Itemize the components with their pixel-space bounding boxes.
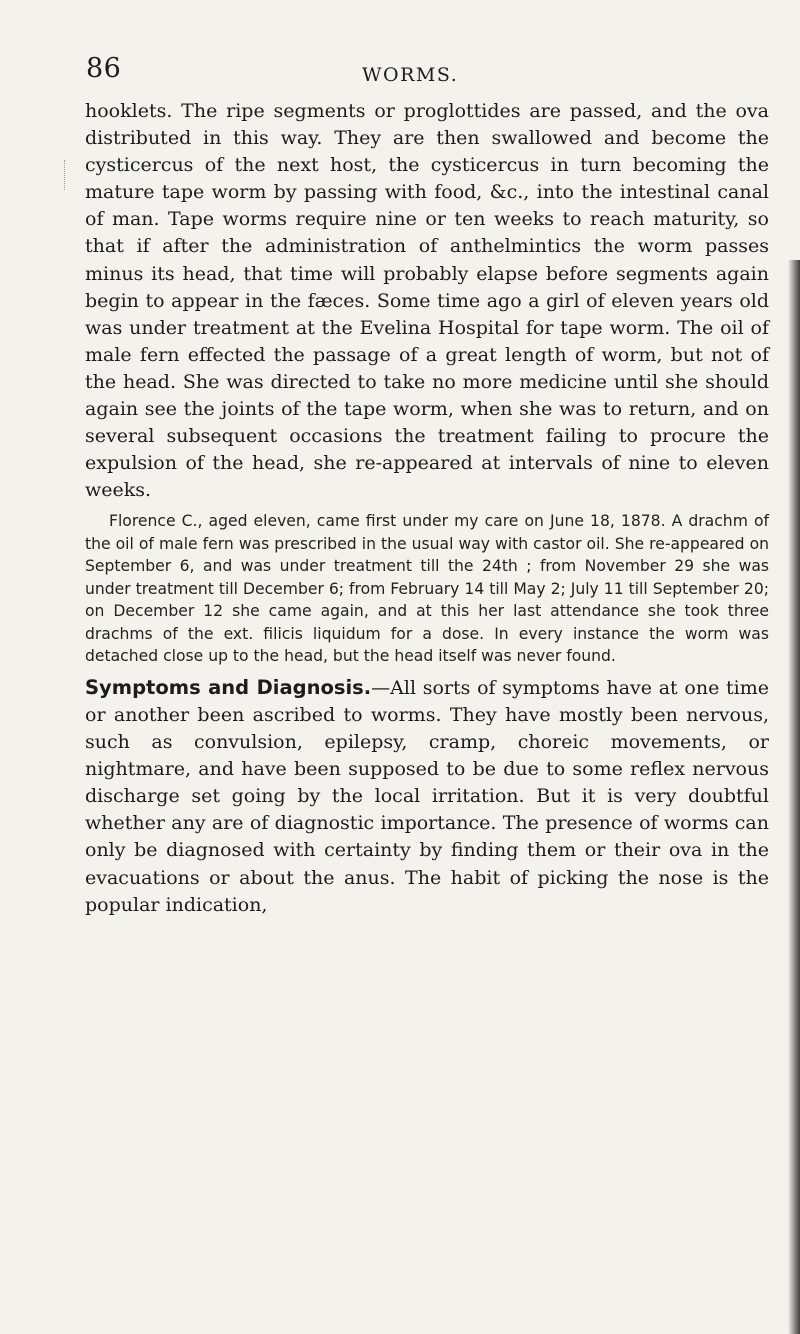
page-header — [0, 53, 800, 93]
page-edge-shadow — [788, 260, 800, 1334]
section-heading: Symptoms and Diagnosis. — [85, 675, 372, 699]
running-head: WORMS. — [362, 64, 459, 86]
case-note: Florence C., aged eleven, came first under my care on June 18, 1878. A drachm of the oil of male fern was prescribed in the usual way with castor oil. She re-appeared on September 6, and was under treatment till the 24th ; from November 29 she was under treatment till December 6; from February 14 till May 2; July 11 till September 20; on December 12 she came again, and at this her last attendance she took three drachms of the ext. filicis liquidum for a dose. In every instance the worm was detached close up to the head, but the head itself was never found. — [85, 512, 769, 666]
page-number: 86 — [86, 53, 122, 84]
body-paragraph: hooklets. The ripe segments or proglottides are passed, and the ova distributed in this way. They are then swallowed and become the cysticercus of the next host, the cysticercus in turn becoming the mature tape worm by passing with food, &c., into the intestinal canal of man. Tape worms require nine or ten weeks to reach maturity, so that if after the administration of anthelmintics the worm passes minus its head, that time will probably elapse before segments again begin to appear in the fæces. Some time ago a girl of eleven years old was under treatment at the Evelina Hospital for tape worm. The oil of male fern effected the passage of a great length of worm, but not of the head. She was directed to take no more medicine until she should again see the joints of the tape worm, when she was to return, and on several subsequent occasions the treatment failing to procure the expulsion of the head, she re-appeared at intervals of nine to eleven weeks. — [85, 100, 769, 502]
body-paragraph-symptoms — [85, 674, 769, 919]
page-body — [85, 98, 769, 919]
section-text: —All sorts of symptoms have at one time or another been ascribed to worms. They have mostly been nervous, such as convulsion, epilepsy, cramp, choreic movements, or nightmare, and have been supposed to be due to some reflex nervous discharge set going by the local irritation. But it is very doubtful whether any are of diagnostic importance. The presence of worms can only be diagnosed with certainty by finding them or their ova in the evacuations or about the anus. The habit of picking the nose is the popular indication, — [85, 676, 769, 916]
margin-mark — [64, 160, 69, 190]
